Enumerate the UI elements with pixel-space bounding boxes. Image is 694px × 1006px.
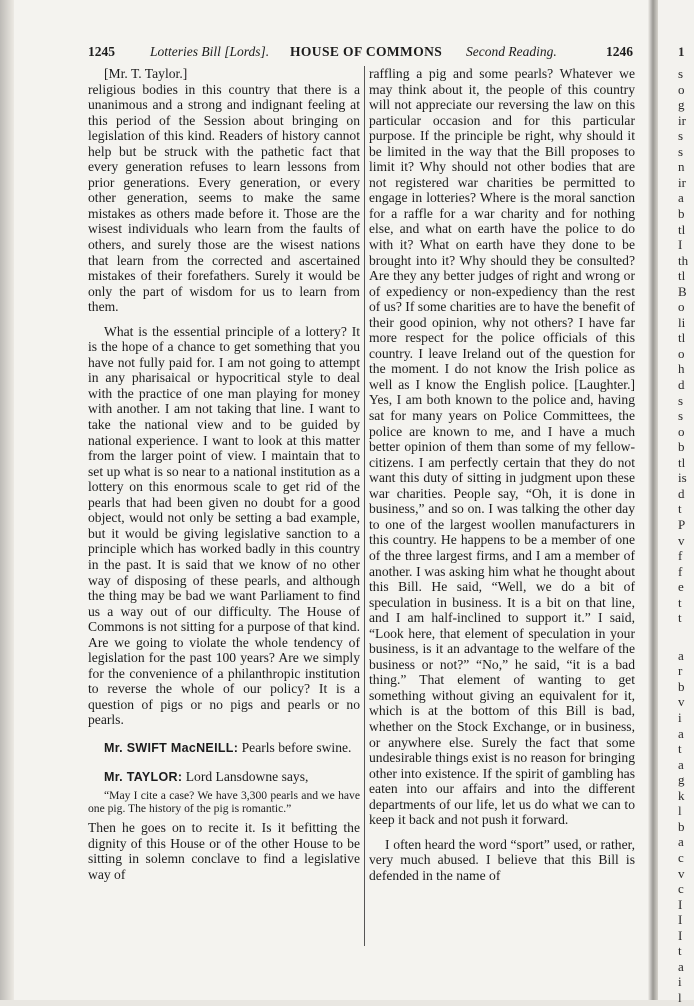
speaker-tag: [Mr. T. Taylor.] — [104, 66, 188, 81]
edge-letter: tl — [678, 330, 686, 346]
house-title: HOUSE OF COMMONS — [290, 44, 443, 59]
edge-letter: I — [678, 912, 683, 928]
edge-letter: c — [678, 881, 684, 897]
speaker-name: Mr. TAYLOR: — [104, 769, 183, 784]
edge-letter: b — [678, 439, 685, 455]
edge-letter: a — [678, 725, 684, 741]
edge-letter: s — [678, 408, 684, 424]
edge-letter: t — [678, 594, 682, 610]
section-title: Second Reading. — [466, 44, 557, 59]
edge-letter: P — [678, 516, 686, 532]
interjection-text: Pearls before swine. — [241, 739, 352, 755]
edge-letter: s — [678, 66, 684, 81]
edge-letter: t — [678, 501, 682, 517]
paragraph: raffling a pig and some pearls? Whatever we may think about it, the people of this country will not appreciate our reversing the law on this particular occasion and for this particular purpose. If the principle be right, why should it be limited in the way that the Bill proposes to limit it? Why should not other bodies that are not registered war charities be permitted to engage in lotteries? Where is the moral sanction for a raffle for a war charity and for nothing else, and what on earth have the police to do with it? What on earth have they done to be brought into it? Why should they be consulted? Are they any better judges of right and wrong or of expediency or non-expediency than the rest of us? If some charities are to have the benefit of their good opinion, why not others? I have far more respect for the police officials of this country. I leave Ireland out of the question for the moment. I do not know the Irish police as well as I know the English police. [Laughter.] Yes, I am both known to the police and, having sat for many years on Police Committees, the police are known to me, and I have a much better opinion of them than some of my fellow-citizens. I am perfectly certain that they do not want this duty of sitting in judgment upon these war charities. People say, “Oh, it is done in business,” and so on. I was talking the other day to one of the largest woollen manufacturers in this country. He happens to be a member of one of the three largest firms, and I am a member of another. I was asking him what he thought about this Bill. He said, “Well, we do a bit of speculation in business. It is a bit on that line, and I am half-inclined to support it.” I said, “Look here, that element of speculation in your business, is it an advantage to the welfare of the business or not?” “No,” he said, “it is a bad thing.” That element of wanting to get something without giving an equivalent for it, which is at the bottom of this Bill is bad, whether on the Stock Exchange, or in business, or anywhere else. Surely the fact that some undesirable things exist is no reason for bringing other into existence. If the spirit of gambling has eaten into our affairs and into the different departments of our life, let us do what we can to keep it back and not push it forward. — [369, 66, 635, 828]
edge-letter: t — [678, 610, 682, 626]
edge-letter: o — [678, 345, 685, 361]
edge-letter: I — [678, 237, 683, 253]
edge-letter: e — [678, 579, 684, 595]
page-fold — [648, 0, 658, 1000]
reply-text: Lord Lansdowne says, — [185, 768, 309, 784]
edge-letter: a — [678, 756, 684, 772]
edge-letter: I — [678, 896, 683, 912]
edge-letter: o — [678, 423, 685, 439]
edge-letter: d — [678, 485, 685, 501]
edge-letter: a — [678, 958, 684, 974]
right-column — [369, 66, 635, 883]
edge-letter: n — [678, 159, 685, 175]
edge-letter: h — [678, 361, 685, 377]
page-number-right: 1246 — [606, 44, 633, 59]
edge-letter: t — [678, 741, 682, 757]
edge-letter: v — [678, 532, 685, 548]
edge-letter: l — [678, 989, 682, 1005]
edge-letter: d — [678, 377, 685, 392]
edge-letter: tl — [678, 454, 686, 470]
edge-letter: s — [678, 392, 684, 408]
edge-letter: is — [678, 470, 687, 486]
edge-letter: g — [678, 772, 685, 788]
page-header — [88, 44, 644, 62]
edge-letter: o — [678, 81, 685, 97]
reply — [88, 769, 360, 786]
interjection — [88, 740, 360, 757]
edge-letter: s — [678, 143, 684, 159]
left-column — [88, 66, 360, 882]
edge-letter: li — [678, 314, 686, 330]
edge-letter: B — [678, 283, 687, 299]
edge-letter: c — [678, 849, 684, 865]
page-number-left: 1245 — [88, 44, 115, 59]
speaker-name: Mr. SWIFT MacNEILL: — [104, 740, 239, 755]
binding-gutter — [0, 0, 14, 1000]
edge-letter: i — [678, 710, 682, 725]
edge-letter: v — [678, 865, 685, 881]
edge-letter: i — [678, 974, 682, 990]
edge-letter: I — [678, 927, 683, 943]
edge-letter: th — [678, 252, 689, 268]
edge-letter: tl — [678, 268, 686, 284]
edge-letter: f — [678, 563, 683, 579]
edge-letter: ir — [678, 174, 686, 190]
edge-letter: t — [678, 943, 682, 959]
edge-letter: r — [678, 663, 683, 679]
bill-title: Lotteries Bill [Lords]. — [150, 44, 270, 59]
edge-letter: ir — [678, 112, 686, 128]
edge-letter: v — [678, 694, 685, 710]
block-quote: “May I cite a case? We have 3,300 pearls and we have one pig. The history of the pig is romantic.” — [88, 789, 360, 816]
paragraph: I often heard the word “sport” used, or rather, very much abused. I believe that this Bill is defended in the name of — [369, 836, 635, 883]
edge-letter: b — [678, 818, 685, 834]
edge-letter: b — [678, 205, 685, 221]
edge-letter: l — [678, 803, 682, 819]
edge-letter: a — [678, 834, 684, 850]
edge-numeral: 1 — [678, 44, 685, 59]
edge-letter: k — [678, 787, 685, 803]
edge-letter: f — [678, 548, 683, 564]
edge-letter: s — [678, 128, 684, 144]
paragraph: Then he goes on to recite it. Is it befitting the dignity of this House or of the other House to be sitting in solemn conclave to find a legislative way of — [88, 820, 360, 882]
paragraph: religious bodies in this country that there is a unanimous and a strong and indignant feeling at this period of the Session about bringing on legislation of this kind. Readers of history cannot help but be struck with the pathetic fact that every generation refuses to learn lessons from prior generations. Every generation, or every other generation, seems to make the same mistakes as others made before it. Those are the wisest individuals who learn from the faults of others, and surely those are the wisest nations that learn from the corrected and ascertained mistakes of their forefathers. Surely it would be only the part of wisdom for us to learn from them. — [88, 81, 360, 315]
edge-letter: o — [678, 299, 685, 315]
adjacent-page-edge — [658, 0, 694, 1000]
edge-letter: a — [678, 647, 684, 663]
edge-letter: b — [678, 678, 685, 694]
edge-letter: g — [678, 97, 685, 113]
edge-letter: a — [678, 190, 684, 206]
paragraph: What is the essential principle of a lottery? It is the hope of a chance to get something that you have not fully paid for. I am not going to attempt in any pharisaical or hypocritical style to deal with the practice of one man playing for money with another. I am not taking that line. I want to take the national view and to be guided by national experience. I want to look at this matter from the larger point of view. I maintain that to set up what is so near to a national institution as a lottery on this enormous scale to get rid of the pearls that had been given no doubt for a good object, would not only be setting a bad example, but it would be giving legislative sanction to a principle which has worked badly in this country in the past. It is said that we know of no other way of disposing of these pearls, and although the thing may be bad we want Parliament to find us a way out of our difficulty. The House of Commons is not sitting for a purpose of that kind. Are we going to violate the whole tendency of legislation for the past 100 years? Are we simply for the convenience of a philanthropic institution to reverse the whole of our policy? It is a question of pigs or no pigs and pearls or no pearls. — [88, 323, 360, 728]
column-divider — [364, 66, 365, 946]
edge-letter: tl — [678, 221, 686, 237]
